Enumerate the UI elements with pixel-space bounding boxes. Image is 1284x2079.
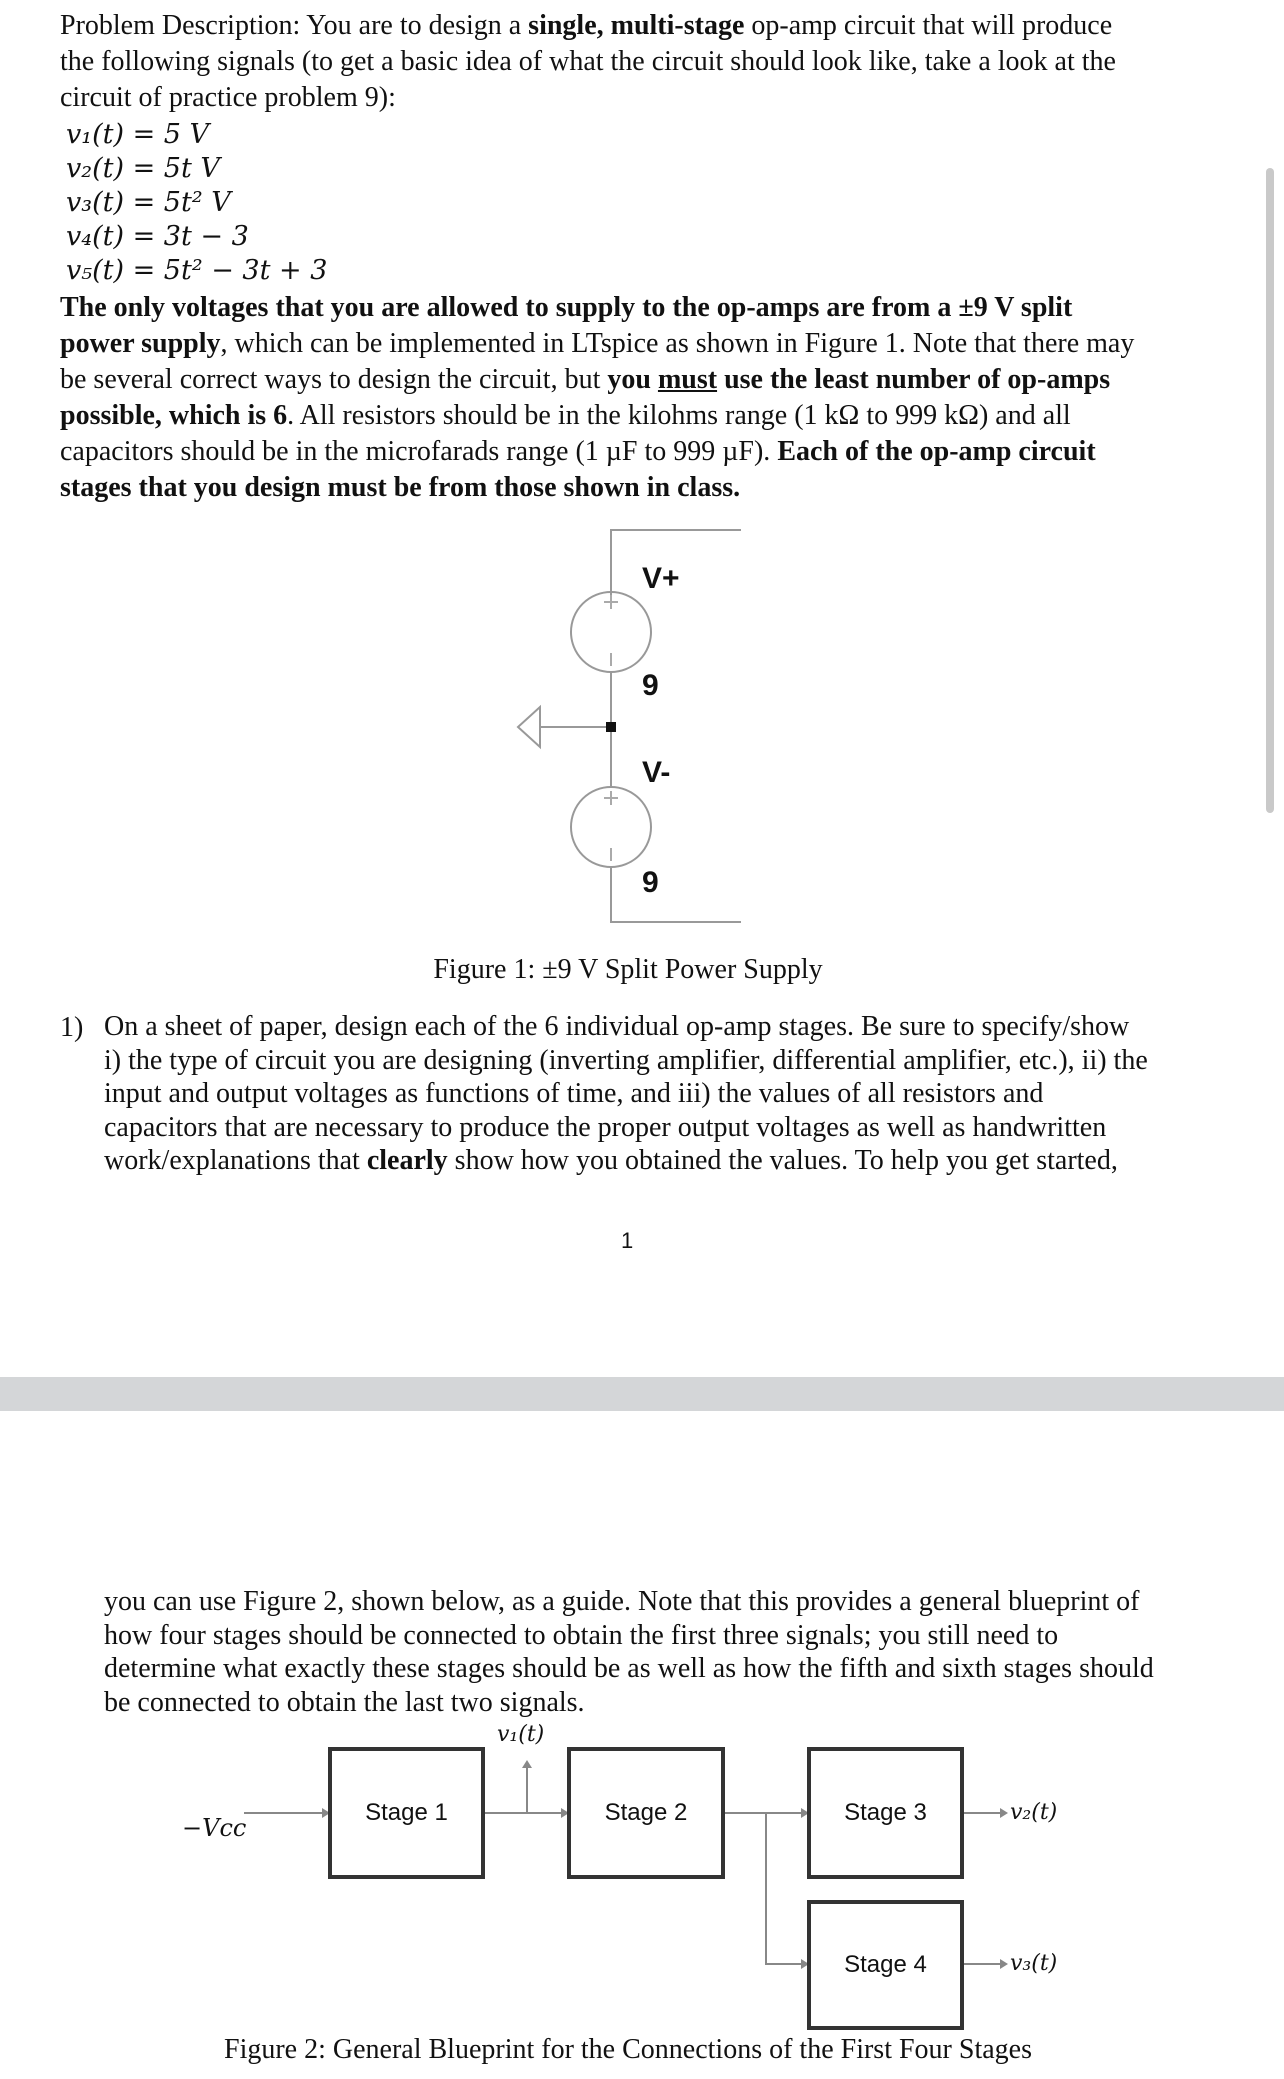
problem-line-1: Problem Description: You are to design a single, multi-stage op-amp circuit that will produce <box>60 10 1113 41</box>
question1-text <box>104 1010 1264 1178</box>
scrollbar-thumb[interactable] <box>1266 168 1274 813</box>
question1-line-1: On a sheet of paper, design each of the 6 individual op-amp stages. Be sure to specify/show <box>104 1011 1130 1042</box>
signal-v5: v₅(t) = 5t² − 3t + 3 <box>66 255 328 286</box>
v1-output-label: v₁(t) <box>497 1722 545 1747</box>
signal-v2: v₂(t) = 5t V <box>66 153 220 184</box>
arrow-head-v2 <box>1000 1808 1008 1818</box>
wire-branch-down <box>765 1812 767 1965</box>
question1-line-4: capacitors that are necessary to produce the proper output voltages as well as handwritten <box>104 1111 1107 1143</box>
question1-line-2: i) the type of circuit you are designing (inverting amplifier, differential amplifier, etc.), ii) the <box>104 1044 1148 1076</box>
neg-vcc-label: −Vcc <box>182 1814 247 1842</box>
constraints-line-5: capacitors should be in the microfarads range (1 µF to 999 µF). Each of the op-amp circuit <box>60 436 1096 467</box>
constraints-line-3: be several correct ways to design the circuit, but you must use the least number of op-amps <box>60 364 1111 395</box>
problem-line-2: the following signals (to get a basic idea of what the circuit should look like, take a look at the <box>60 46 1116 77</box>
figure2-diagram <box>0 1720 1284 2050</box>
bottom-source-value: 9 <box>642 866 659 899</box>
wire-v1-tap <box>526 1766 528 1812</box>
wire-stage3-out <box>964 1812 1004 1814</box>
continuation-text <box>104 1585 1264 1719</box>
constraints-paragraph <box>60 290 1250 506</box>
junction-node <box>606 722 616 732</box>
bottom-net-wire <box>611 867 741 922</box>
signal-v4: v₄(t) = 3t − 3 <box>66 221 249 252</box>
continuation-line-4: be connected to obtain the last two signals. <box>104 1686 585 1718</box>
wire-stage1-stage2 <box>485 1812 567 1814</box>
stage3-box: Stage 3 <box>807 1747 964 1879</box>
question1-line-5: work/explanations that clearly show how you obtained the values. To help you get started, <box>104 1145 1118 1176</box>
continuation-line-2: how four stages should be connected to obtain the first three signals; you still need to <box>104 1619 1059 1651</box>
question1-line-3: input and output voltages as functions of time, and iii) the values of all resistors and <box>104 1078 1044 1109</box>
signal-v1: v₁(t) = 5 V <box>66 119 210 150</box>
v2-output-label: v₂(t) <box>1010 1800 1058 1825</box>
vplus-label: V+ <box>642 562 680 595</box>
constraints-line-1: The only voltages that you are allowed to supply to the op-amps are from a ±9 V split <box>60 292 1073 323</box>
stage4-box: Stage 4 <box>807 1900 964 2030</box>
wire-stage4-out <box>964 1963 1004 1965</box>
arrow-head-v3 <box>1000 1959 1008 1969</box>
problem-line-3: circuit of practice problem 9): <box>60 82 396 113</box>
vminus-label: V- <box>642 756 671 789</box>
top-source-value: 9 <box>642 669 659 702</box>
continuation-line-1: you can use Figure 2, shown below, as a guide. Note that this provides a general blueprint of <box>104 1586 1140 1617</box>
constraints-line-6: stages that you design must be from those shown in class. <box>60 472 741 503</box>
ground-symbol <box>518 707 540 747</box>
arrow-head-v1 <box>522 1760 532 1768</box>
signal-list <box>66 118 327 288</box>
problem-description <box>60 8 1240 116</box>
v3-output-label: v₃(t) <box>1010 1951 1058 1976</box>
stage1-box: Stage 1 <box>328 1747 485 1879</box>
signal-v3: v₃(t) = 5t² V <box>66 187 231 218</box>
figure1-caption: Figure 1: ±9 V Split Power Supply <box>433 954 823 985</box>
wire-vcc-stage1 <box>244 1812 328 1814</box>
constraints-line-4: possible, which is 6. All resistors should be in the kilohms range (1 kΩ to 999 kΩ) and all <box>60 400 1071 431</box>
stage2-box: Stage 2 <box>567 1747 725 1879</box>
figure2-caption: Figure 2: General Blueprint for the Connections of the First Four Stages <box>224 2034 1032 2065</box>
continuation-line-3: determine what exactly these stages should be as well as how the fifth and sixth stages should <box>104 1653 1154 1684</box>
page-number: 1 <box>621 1228 634 1253</box>
constraints-line-2: power supply, which can be implemented in LTspice as shown in Figure 1. Note that there may <box>60 328 1135 359</box>
question-number: 1) <box>60 1012 84 1043</box>
page-break <box>0 1377 1284 1411</box>
figure1-schematic <box>500 520 760 930</box>
